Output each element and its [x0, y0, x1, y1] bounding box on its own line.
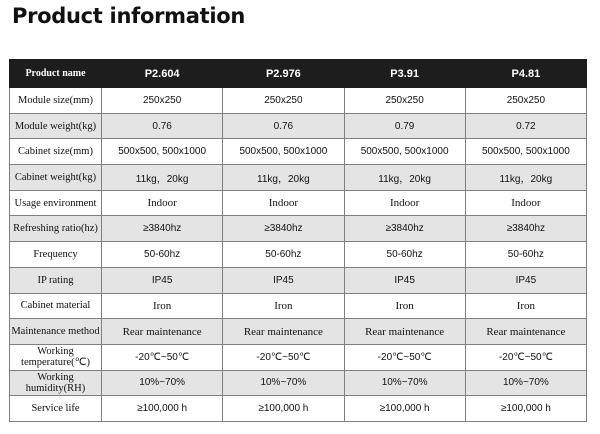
- table-cell: 500x500, 500x1000: [465, 139, 586, 165]
- table-row: [10, 242, 587, 268]
- table-cell: 500x500, 500x1000: [344, 139, 465, 165]
- table-cell: 50-60hz: [344, 242, 465, 268]
- table-cell: 11kg，20kg: [465, 165, 586, 191]
- table-cell: ≥3840hz: [344, 216, 465, 242]
- row-label: Refreshing ratio(hz): [10, 216, 102, 242]
- table-cell: Rear maintenance: [102, 319, 223, 345]
- table-row: [10, 344, 587, 370]
- header-model: P2.604: [102, 60, 223, 88]
- table-cell: 250x250: [223, 88, 344, 114]
- table-cell: -20℃~50℃: [223, 344, 344, 370]
- table-cell: Iron: [223, 293, 344, 319]
- header-model: P4.81: [465, 60, 586, 88]
- row-label: IP rating: [10, 267, 102, 293]
- table-row: [10, 216, 587, 242]
- table-cell: 0.79: [344, 113, 465, 139]
- table-cell: Iron: [344, 293, 465, 319]
- row-label: Working humidity(RH): [10, 370, 102, 396]
- table-cell: 250x250: [102, 88, 223, 114]
- row-label: Service life: [10, 396, 102, 422]
- row-label: Usage environment: [10, 190, 102, 216]
- table-cell: Indoor: [223, 190, 344, 216]
- table-cell: 50-60hz: [465, 242, 586, 268]
- table-row: [10, 88, 587, 114]
- row-label: Working temperature(℃): [10, 344, 102, 370]
- table-cell: IP45: [102, 267, 223, 293]
- table-row: [10, 267, 587, 293]
- table-cell: ≥3840hz: [102, 216, 223, 242]
- table-cell: 250x250: [344, 88, 465, 114]
- table-cell: IP45: [465, 267, 586, 293]
- table-row: [10, 370, 587, 396]
- table-cell: ≥100,000 h: [102, 396, 223, 422]
- table-cell: IP45: [223, 267, 344, 293]
- table-cell: -20℃~50℃: [465, 344, 586, 370]
- table-cell: Indoor: [344, 190, 465, 216]
- table-header-row: [10, 60, 587, 88]
- table-cell: 11kg，20kg: [223, 165, 344, 191]
- table-cell: Rear maintenance: [465, 319, 586, 345]
- table-cell: 500x500, 500x1000: [102, 139, 223, 165]
- table-cell: Indoor: [465, 190, 586, 216]
- table-cell: ≥3840hz: [223, 216, 344, 242]
- row-label: Frequency: [10, 242, 102, 268]
- table-cell: 250x250: [465, 88, 586, 114]
- table-cell: ≥3840hz: [465, 216, 586, 242]
- table-cell: Indoor: [102, 190, 223, 216]
- table-row: [10, 113, 587, 139]
- table-cell: 10%~70%: [344, 370, 465, 396]
- page-title: Product information: [12, 4, 245, 28]
- table-cell: 0.72: [465, 113, 586, 139]
- table-cell: 50-60hz: [223, 242, 344, 268]
- table-cell: 500x500, 500x1000: [223, 139, 344, 165]
- table-cell: 50-60hz: [102, 242, 223, 268]
- header-product-name: Product name: [10, 60, 102, 88]
- table-cell: ≥100,000 h: [344, 396, 465, 422]
- product-spec-table: [9, 59, 587, 422]
- table-cell: 10%~70%: [223, 370, 344, 396]
- table-cell: ≥100,000 h: [465, 396, 586, 422]
- table-row: [10, 319, 587, 345]
- table-row: [10, 165, 587, 191]
- table-cell: 0.76: [102, 113, 223, 139]
- table-cell: -20℃~50℃: [102, 344, 223, 370]
- row-label: Cabinet weight(kg): [10, 165, 102, 191]
- table-cell: 10%~70%: [465, 370, 586, 396]
- table-row: [10, 190, 587, 216]
- table-cell: Iron: [102, 293, 223, 319]
- table-row: [10, 396, 587, 422]
- table-cell: 0.76: [223, 113, 344, 139]
- row-label: Maintenance method: [10, 319, 102, 345]
- table-cell: Rear maintenance: [223, 319, 344, 345]
- header-model: P2.976: [223, 60, 344, 88]
- row-label: Cabinet size(mm): [10, 139, 102, 165]
- table-cell: Iron: [465, 293, 586, 319]
- table-cell: Rear maintenance: [344, 319, 465, 345]
- table-row: [10, 293, 587, 319]
- table-cell: -20℃~50℃: [344, 344, 465, 370]
- table-row: [10, 139, 587, 165]
- header-model: P3.91: [344, 60, 465, 88]
- table-cell: IP45: [344, 267, 465, 293]
- table-cell: 11kg，20kg: [102, 165, 223, 191]
- row-label: Module weight(kg): [10, 113, 102, 139]
- table-cell: ≥100,000 h: [223, 396, 344, 422]
- row-label: Cabinet material: [10, 293, 102, 319]
- table-cell: 10%~70%: [102, 370, 223, 396]
- row-label: Module size(mm): [10, 88, 102, 114]
- table-cell: 11kg，20kg: [344, 165, 465, 191]
